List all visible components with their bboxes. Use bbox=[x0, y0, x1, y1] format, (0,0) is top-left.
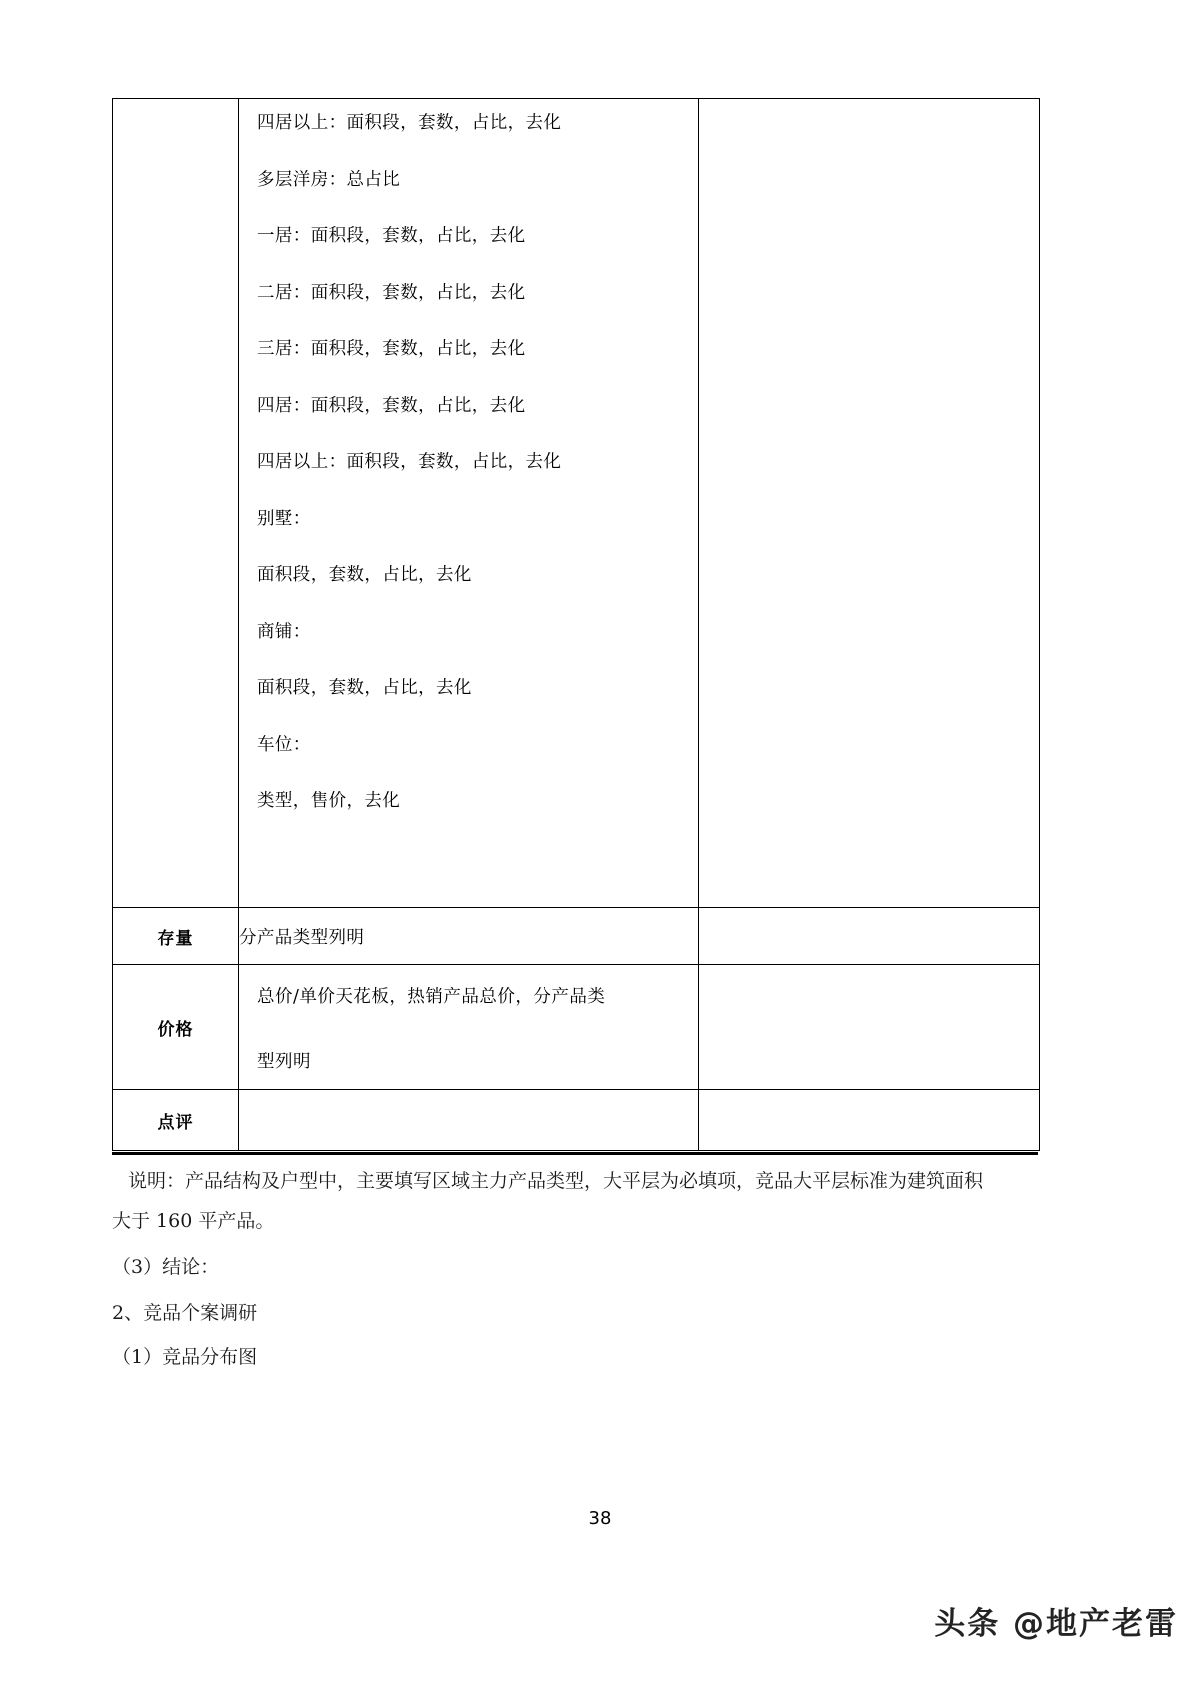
table-row bbox=[113, 1090, 1040, 1151]
note-paragraph-line-1: 说明：产品结构及户型中，主要填写区域主力产品类型，大平层为必填项，竞品大平层标准为建筑面积 bbox=[128, 1170, 984, 1192]
content-line: 多层洋房：总占比 bbox=[257, 169, 401, 190]
content-line: 二居：面积段，套数，占比，去化 bbox=[257, 282, 526, 303]
page-number: 38 bbox=[588, 1508, 612, 1529]
row-label-price: 价格 bbox=[113, 965, 239, 1090]
content-line: 四居：面积段，套数，占比，去化 bbox=[257, 395, 526, 416]
note-paragraph-line-2: 大于 160 平产品。 bbox=[112, 1210, 275, 1232]
content-line: 四居以上：面积段，套数，占比，去化 bbox=[257, 113, 562, 133]
table-bottom-rule bbox=[112, 1152, 1038, 1155]
price-content-line-2: 型列明 bbox=[257, 1052, 311, 1072]
row-content-inventory: 分产品类型列明 bbox=[239, 908, 699, 965]
table-row bbox=[113, 99, 1040, 908]
content-line: 三居：面积段，套数，占比，去化 bbox=[257, 339, 526, 359]
conclusion-heading: （3）结论： bbox=[112, 1256, 220, 1278]
row-notes-cell bbox=[699, 965, 1040, 1090]
price-content-line-1: 总价/单价天花板，热销产品总价，分产品类 bbox=[257, 987, 606, 1007]
row-notes-cell bbox=[699, 1090, 1040, 1151]
row-content-review bbox=[239, 1090, 699, 1151]
table-row bbox=[113, 965, 1040, 1090]
row-notes-cell bbox=[699, 908, 1040, 965]
row-content-price bbox=[239, 965, 699, 1090]
row-notes-cell bbox=[699, 99, 1040, 908]
section-heading-2: 2、竞品个案调研 bbox=[112, 1302, 258, 1324]
content-line: 面积段，套数，占比，去化 bbox=[257, 678, 472, 698]
content-line: 四居以上：面积段，套数，占比，去化 bbox=[257, 452, 562, 472]
watermark: 头条 @地产老雷 bbox=[934, 1606, 1178, 1642]
content-line: 一居：面积段，套数，占比，去化 bbox=[257, 226, 526, 246]
content-line: 类型，售价，去化 bbox=[257, 791, 401, 811]
content-line: 商铺： bbox=[257, 621, 311, 642]
content-line: 车位： bbox=[257, 734, 311, 755]
row-label-inventory: 存量 bbox=[113, 908, 239, 965]
product-structure-table bbox=[112, 98, 1040, 1151]
content-line: 别墅： bbox=[257, 508, 311, 529]
section-2-item-1: （1）竞品分布图 bbox=[112, 1346, 258, 1368]
row-label-blank bbox=[113, 99, 239, 908]
content-line: 面积段，套数，占比，去化 bbox=[257, 565, 472, 585]
table-row bbox=[113, 908, 1040, 965]
row-label-review: 点评 bbox=[113, 1090, 239, 1151]
row-content-product-breakdown bbox=[239, 99, 699, 908]
